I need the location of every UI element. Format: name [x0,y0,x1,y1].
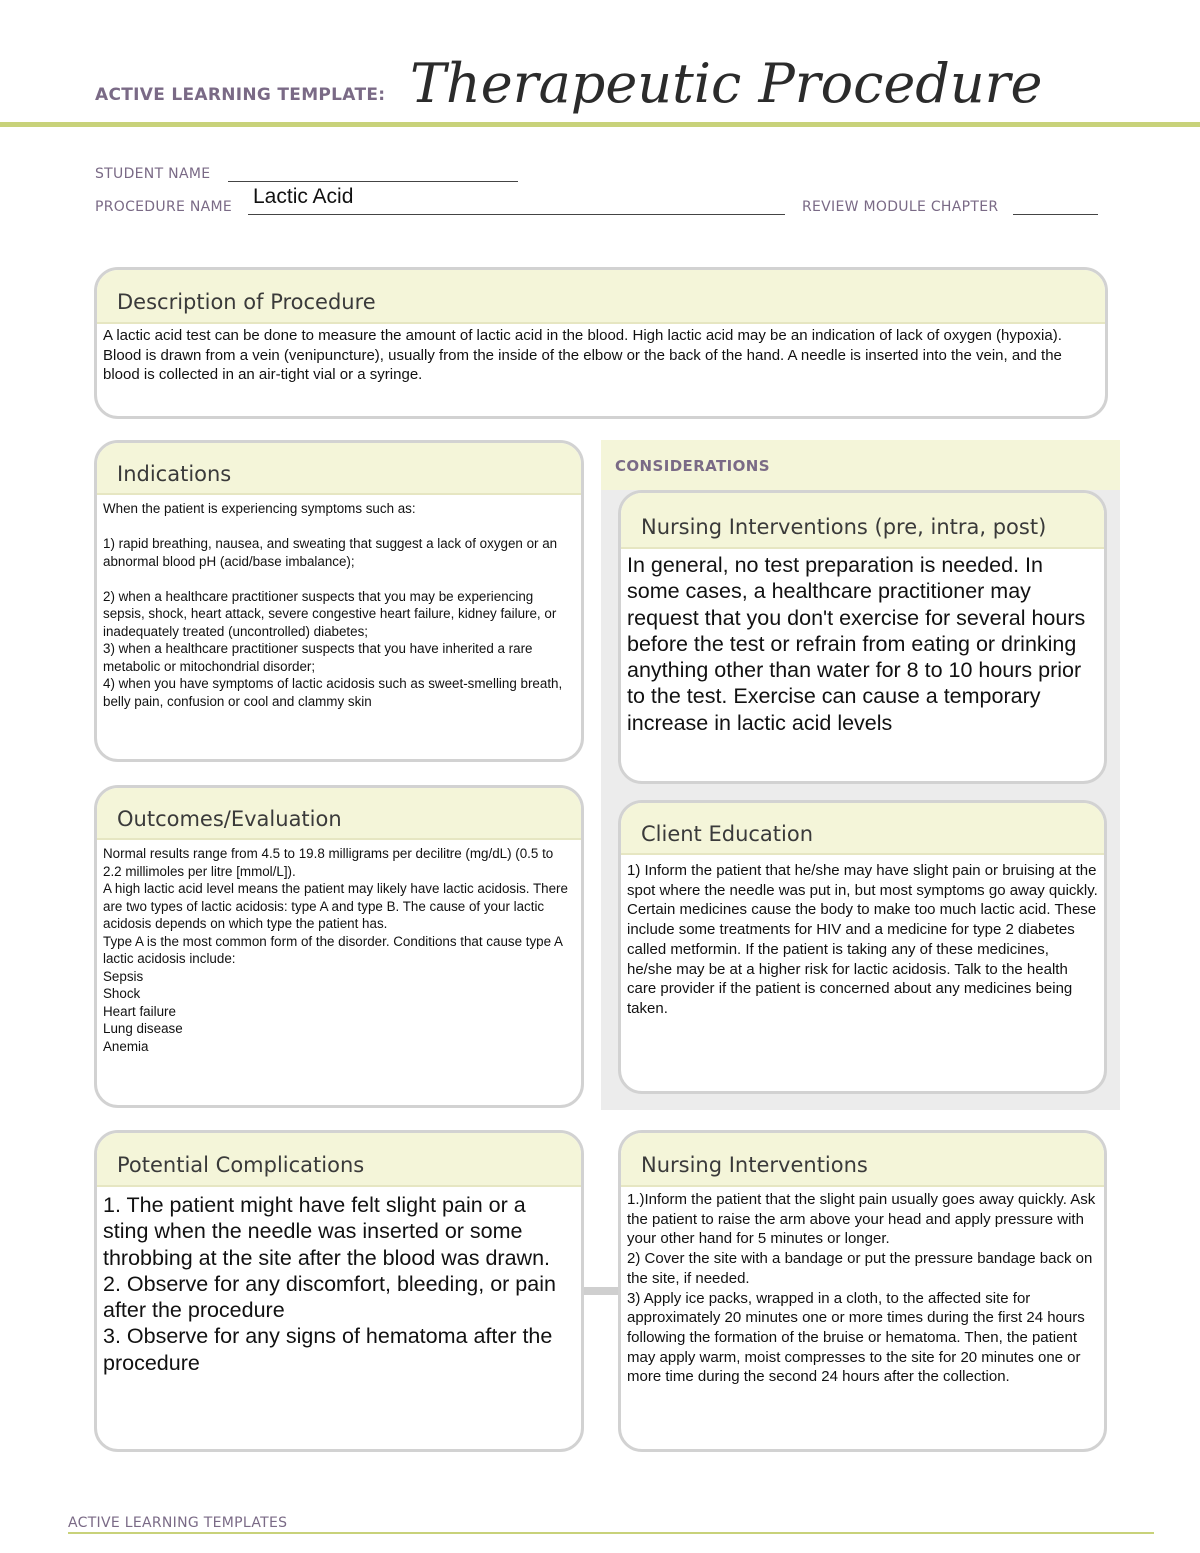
nursing-pre-box [618,490,1107,784]
review-module-label: REVIEW MODULE CHAPTER [802,199,999,215]
nursing-interventions-text[interactable]: 1.)Inform the patient that the slight pain usually goes away quickly. Ask the patient to raise the arm above your head and apply pressure with your other hand for 5 minutes or longer. 2) Cover the site with a bandage or put the pressure bandage back on the site, if needed. 3) Apply ice packs, wrapped in a cloth, to the affected site for approximately 20 minutes one or more times during the first 24 hours following the formation of the bruise or hematoma. Then, the patient may apply warm, moist compresses to the site for 20 minutes one or more time during the second 24 hours after the collection. [627,1191,1096,1386]
footer-label: ACTIVE LEARNING TEMPLATES [68,1515,288,1531]
complications-text[interactable]: 1. The patient might have felt slight pain or a sting when the needle was inserted or some throbbing at the site after the blood was drawn. 2. Observe for any discomfort, bleeding, or pain after the procedure 3. Observe for any signs of hematoma after the procedure [103,1193,556,1375]
header-divider [0,122,1200,127]
outcomes-box [94,785,584,1108]
nursing-pre-title: Nursing Interventions (pre, intra, post) [621,493,1104,549]
procedure-name-label: PROCEDURE NAME [95,199,233,215]
considerations-label: CONSIDERATIONS [615,457,770,475]
procedure-name-value: Lactic Acid [253,185,354,208]
outcomes-title: Outcomes/Evaluation [97,788,581,840]
complications-box [94,1130,584,1452]
student-name-field[interactable] [228,166,518,182]
outcomes-text[interactable]: Normal results range from 4.5 to 19.8 milligrams per decilitre (mg/dL) (0.5 to 2.2 millimoles per litre [mmol/L]). A high lactic acid level means the patient may likely have lactic acidosis. There are two types of lactic acidosis: type A and type B. The cause of your lactic acidosis depends on which type the patient has. Type A is the most common form of the disorder. Conditions that cause type A lactic acidosis include: Sepsis Shock Heart failure Lung disease Anemia [103,846,568,1054]
description-text[interactable]: A lactic acid test can be done to measure the amount of lactic acid in the blood. High lactic acid may be an indication of lack of oxygen (hypoxia). Blood is drawn from a vein (venipuncture), usually from the inside of the elbow or the back of the hand. A needle is inserted into the vein, and the blood is collected in an air-tight vial or a syringe. [103,327,1062,384]
client-education-text[interactable]: 1) Inform the patient that he/she may have slight pain or bruising at the spot where the needle was put in, but most symptoms go away quickly. Certain medicines cause the body to make too much lactic acid. These include some treatments for HIV and a medicine for type 2 diabetes called metformin. If the patient is taking any of these medicines, he/she may be at a higher risk for lactic acidosis. Talk to the health care provider if the patient is concerned about any medicines being taken. [627,862,1098,1017]
page-title: Therapeutic Procedure [410,52,1043,115]
complications-title: Potential Complications [97,1133,581,1187]
client-education-box [618,800,1107,1094]
template-label: ACTIVE LEARNING TEMPLATE: [95,85,386,105]
box-connector [580,1287,622,1295]
description-box [94,267,1108,419]
indications-box [94,440,584,762]
nursing-interventions-title: Nursing Interventions [621,1133,1104,1187]
nursing-pre-text[interactable]: In general, no test preparation is needed. In some cases, a healthcare practitioner may request that you don't exercise for several hours before the test or refrain from eating or drinking anything other than water for 8 to 10 hours prior to the test. Exercise can cause a temporary increase in lactic acid levels [627,553,1086,735]
indications-title: Indications [97,443,581,495]
description-title: Description of Procedure [97,270,1105,324]
indications-text[interactable]: When the patient is experiencing symptoms such as: 1) rapid breathing, nausea, and sweating that suggest a lack of oxygen or an abnormal blood pH (acid/base imbalance); 2) when a healthcare practitioner suspects that you may be experiencing sepsis, shock, heart attack, severe congestive heart failure, kidney failure, or inadequately treated (uncontrolled) diabetes; 3) when a healthcare practitioner suspects that you have inherited a rare metabolic or mitochondrial disorder; 4) when you have symptoms of lactic acidosis such as sweet-smelling breath, belly pain, confusion or cool and clammy skin [103,501,563,709]
student-name-label: STUDENT NAME [95,166,211,182]
review-module-field[interactable] [1013,199,1098,215]
nursing-interventions-box [618,1130,1107,1452]
footer-divider [68,1532,1154,1534]
client-education-title: Client Education [621,803,1104,855]
